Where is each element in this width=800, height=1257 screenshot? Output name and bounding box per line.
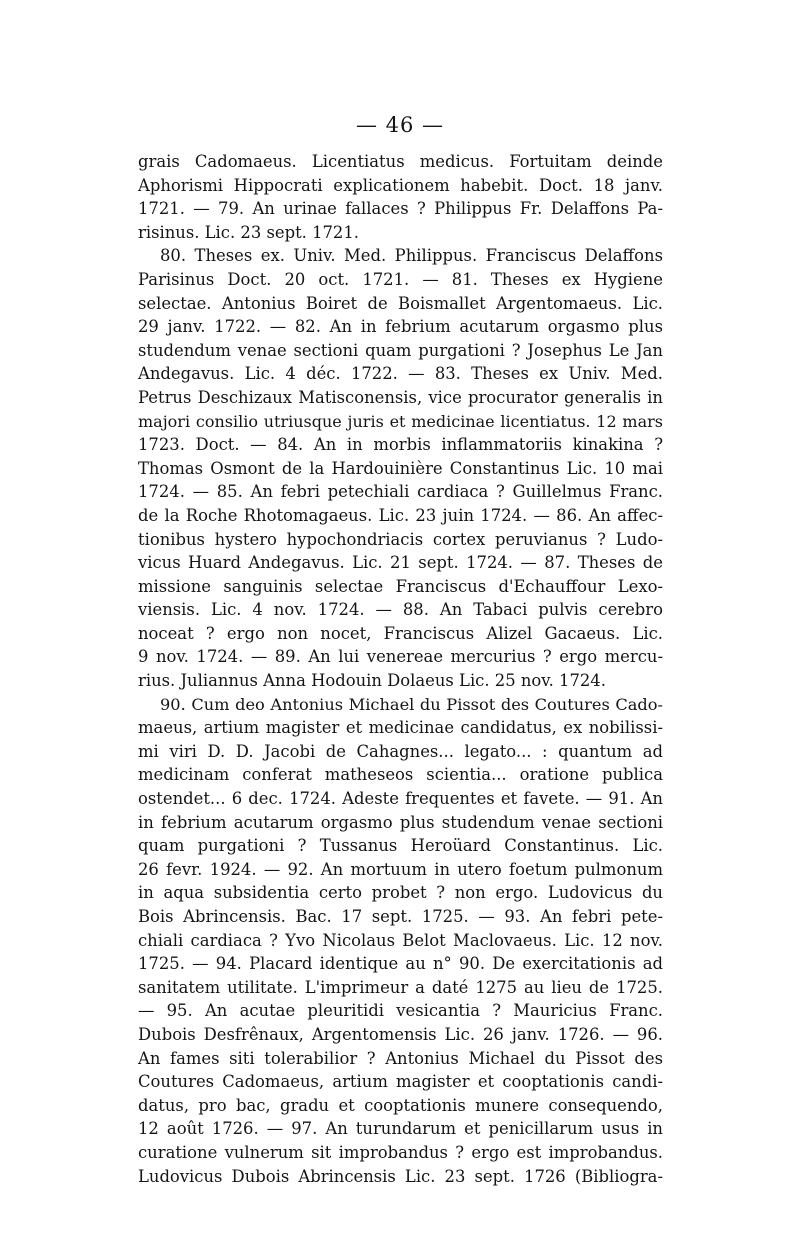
text-line: rius. Juliannus Anna Hodouin Dolaeus Lic. 25 nov. 1724. [138,671,606,691]
text-line: majori consilio utriusque juris et medicinae licentiatus. 12 mars [138,411,663,431]
text-line: An fames siti tolerabilior ? Antonius Michael du Pissot des [138,1048,663,1068]
text-line: de la Roche Rhotomagaeus. Lic. 23 juin 1724. — 86. An affec- [138,505,663,525]
text-line: 1724. — 85. An febri petechiali cardiaca ? Guillelmus Franc. [138,482,663,502]
text-line: Andegavus. Lic. 4 déc. 1722. — 83. Theses ex Univ. Med. [138,364,663,384]
text-line: vicus Huard Andegavus. Lic. 21 sept. 1724. — 87. Theses de [138,553,663,573]
text-line: datus, pro bac, gradu et cooptationis munere consequendo, [138,1095,663,1115]
text-line: 80. Theses ex. Univ. Med. Philippus. Franciscus Delaffons [160,246,663,266]
page-number: — 46 — [355,113,445,137]
text-line: chiali cardiaca ? Yvo Nicolaus Belot Maclovaeus. Lic. 12 nov. [138,930,663,950]
text-line: 12 août 1726. — 97. An turundarum et penicillarum usus in [138,1119,663,1139]
text-line: medicinam conferat matheseos scientia... oratione publica [138,765,663,785]
text-line: in aqua subsidentia certo probet ? non ergo. Ludovicus du [138,883,663,903]
text-line: Petrus Deschizaux Matisconensis, vice procurator generalis in [138,387,663,407]
text-line: missione sanguinis selectae Franciscus d'Echauffour Lexo- [138,576,663,596]
text-line: — 95. An acutae pleuritidi vesicantia ? Mauricius Franc. [138,1001,663,1021]
text-line: tionibus hystero hypochondriacis cortex peruvianus ? Ludo- [138,529,663,549]
text-line: quam purgationi ? Tussanus Heroüard Constantinus. Lic. [138,836,663,856]
text-line: curatione vulnerum sit improbandus ? ergo est improbandus. [138,1142,663,1162]
text-line: ostendet... 6 dec. 1724. Adeste frequentes et favete. — 91. An [138,789,663,809]
text-line: in febrium acutarum orgasmo plus studendum venae sectioni [138,812,663,832]
text-line: 9 nov. 1724. — 89. An lui venereae mercurius ? ergo mercu- [138,647,663,667]
text-line: studendum venae sectioni quam purgationi ? Josephus Le Jan [138,340,663,360]
text-line: 1721. — 79. An urinae fallaces ? Philippus Fr. Delaffons Pa- [138,199,663,219]
body-text [138,150,663,1188]
text-line: sanitatem utilitate. L'imprimeur a daté 1275 au lieu de 1725. [138,977,663,997]
text-line: mi viri D. D. Jacobi de Cahagnes... legato... : quantum ad [138,741,663,761]
text-line: 90. Cum deo Antonius Michael du Pissot des Coutures Cado- [160,694,663,714]
text-line: Dubois Desfrênaux, Argentomensis Lic. 26 janv. 1726. — 96. [138,1024,663,1044]
text-line: 26 fevr. 1924. — 92. An mortuum in utero foetum pulmonum [138,859,663,879]
text-line: Thomas Osmont de la Hardouinière Constantinus Lic. 10 mai [138,458,663,478]
text-line: 1723. Doct. — 84. An in morbis inflammatoriis kinakina ? [138,435,663,455]
text-line: viensis. Lic. 4 nov. 1724. — 88. An Tabaci pulvis cerebro [138,600,663,620]
text-line: noceat ? ergo non nocet, Franciscus Alizel Gacaeus. Lic. [138,623,663,643]
text-line: Bois Abrincensis. Bac. 17 sept. 1725. — 93. An febri pete- [138,907,663,926]
text-line: maeus, artium magister et medicinae candidatus, ex nobilissi- [138,718,663,738]
text-line: 1725. — 94. Placard identique au n° 90. De exercitationis ad [138,954,663,974]
text-line: Aphorismi Hippocrati explicationem habebit. Doct. 18 janv. [138,175,663,195]
text-line: Parisinus Doct. 20 oct. 1721. — 81. Theses ex Hygiene [138,269,663,289]
text-line: grais Cadomaeus. Licentiatus medicus. Fortuitam deinde [138,152,663,171]
text-line: selectae. Antonius Boiret de Boismallet Argentomaeus. Lic. [138,293,663,313]
text-line: Coutures Cadomaeus, artium magister et cooptationis candi- [138,1072,663,1092]
text-line: 29 janv. 1722. — 82. An in febrium acutarum orgasmo plus [138,317,663,337]
text-line: risinus. Lic. 23 sept. 1721. [138,222,360,242]
text-line: Ludovicus Dubois Abrincensis Lic. 23 sept. 1726 (Bibliogra- [138,1166,663,1186]
